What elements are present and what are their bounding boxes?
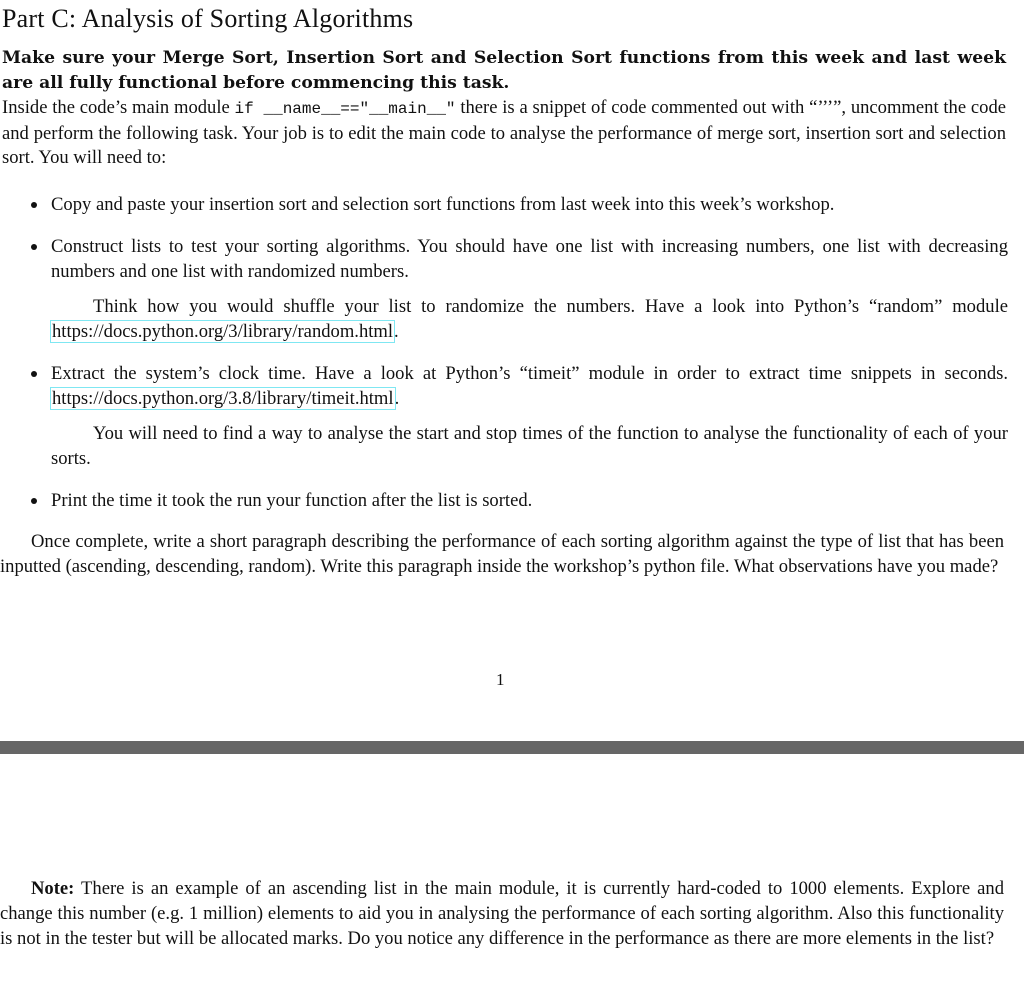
bullet-copy-functions	[0, 192, 1008, 217]
closing-paragraph: Once complete, write a short paragraph describing the performance of each sorting algorithm against the type of list that has been inputted (ascending, descending, random). Write this paragraph inside the workshop’s python file. What observations have you made?	[0, 531, 1004, 577]
note-text: There is an example of an ascending list in the main module, it is currently hard-coded to 1000 elements. Explore and change this number (e.g. 1 million) elements to aid you in analysing the performance of each sorting algorithm. Also this functionality is not in the tester but will be allocated marks. Do you notice any difference in the performance as there are more elements in the list?	[0, 878, 1004, 949]
bullet-text: Construct lists to test your sorting algorithms. You should have one list with increasing numbers, one list with decreasing numbers and one list with randomized numbers.	[51, 236, 1008, 282]
section-heading: Part C: Analysis of Sorting Algorithms	[2, 4, 414, 33]
timeit-module-link[interactable]: https://docs.python.org/3.8/library/timeit.html	[52, 388, 394, 409]
intro-text-1: Inside the code’s main module	[2, 97, 235, 118]
bullet-text: Extract the system’s clock time. Have a look at Python’s “timeit” module in order to extract time snippets in seconds.	[51, 363, 1008, 384]
intro-code: if __name__=="__main__"	[234, 100, 456, 118]
bullet-print-time	[0, 488, 1008, 513]
note-label: Note:	[31, 878, 75, 899]
page-divider	[0, 741, 1024, 754]
bold-intro: Make sure your Merge Sort, Insertion Sort and Selection Sort functions from this week and last week are all fully functional before commencing this task.	[2, 48, 1006, 93]
bullet-construct-lists	[0, 234, 1008, 284]
sub-end: .	[394, 321, 399, 342]
bullet-subparagraph-timing	[0, 421, 1008, 471]
intro-text-2: there is a snippet of code commented out with “’’’”, uncomment the code and perform the following task. Your job is to edit the main code to analyse the performance of merge sort, insertion sort and selection sort. You will need to:	[2, 97, 1006, 168]
bullet-subparagraph-random	[0, 294, 1008, 344]
bullet-text: Copy and paste your insertion sort and selection sort functions from last week into this week’s workshop.	[51, 194, 835, 215]
bullet-text: Print the time it took the run your function after the list is sorted.	[51, 490, 533, 511]
random-module-link[interactable]: https://docs.python.org/3/library/random.html	[52, 321, 394, 342]
note-paragraph	[0, 876, 1004, 951]
bullet-text-end: .	[394, 388, 400, 409]
bullet-clock-time	[0, 361, 1008, 411]
sub-text: You will need to find a way to analyse the start and stop times of the function to analyse the functionality of each of your sorts.	[51, 423, 1008, 469]
task-bullet-list	[0, 192, 1008, 513]
intro-paragraph	[2, 96, 1006, 171]
sub-text: Think how you would shuffle your list to randomize the numbers. Have a look into Python’s “random” module	[93, 296, 1008, 317]
page-number: 1	[496, 670, 505, 689]
